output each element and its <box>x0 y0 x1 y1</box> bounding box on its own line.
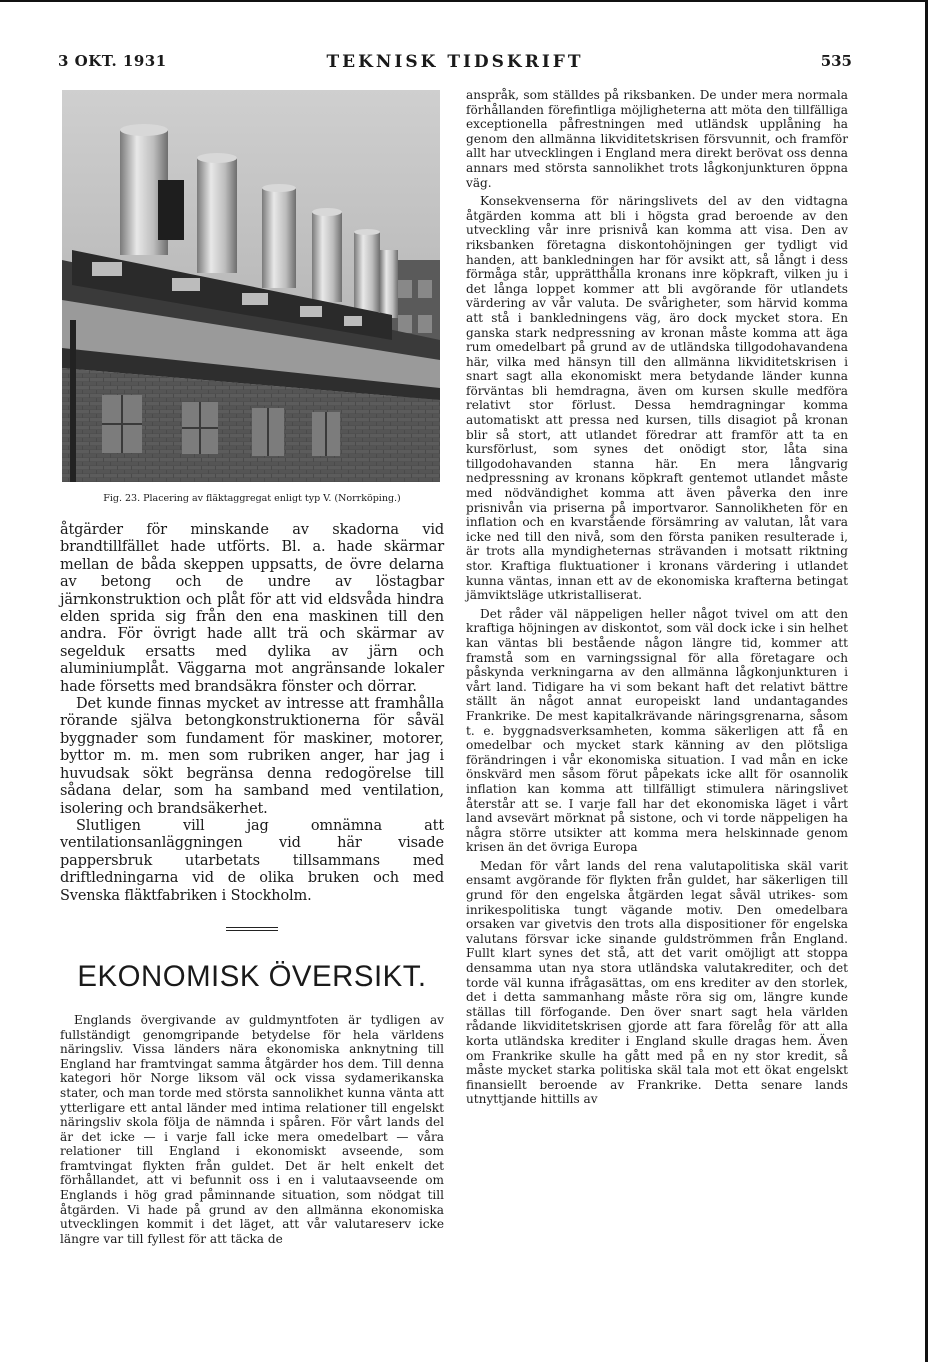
paragraph: Slutligen vill jag omnämna att ventilationsanläggningen vid här visade pappersbruk utarbetats tillsammans med driftledningarna vid de olika bruken och med Svenska fläktfabriken i Stockholm. <box>60 817 444 904</box>
paragraph: Medan för vårt lands del rena valutapolitiska skäl varit ensamt avgörande för flykten från guldet, har säkerligen till grund för den engelska åtgärden legat såväl utrikes- som inrikespolitiska tungt vägande motiv. Den omedelbara orsaken var givetvis den trots alla dispositioner för engelska valutans försvar icke sinande guldströmmen från England. Fullt klart synes det stå, att det varit omöjligt att stoppa densamma utan nya stora utländska valutakrediter, och det torde väl kunna ifrågasättas, om ens krediter av den storlek, det i detta sammanhang måste röra sig om, längre kunde ställas till förfogande. Den över snart sagt hela världen rådande likviditetskrisen gjorde att fara förelåg för att alla korta utländska krediter i England skulle dragas hem. Även om Frankrike skulle ha gått med på en ny stor kredit, så måste mycket starka politiska skäl tala mot ett ökat engelskt finansiellt beroende av Frankrike. Detta senare lands utnyttjande hittills av <box>466 858 848 1107</box>
section-heading: EKONOMISK ÖVERSIKT. <box>77 959 427 993</box>
figure-caption: Fig. 23. Placering av fläktaggregat enligt typ V. (Norrköping.) <box>103 493 401 504</box>
paragraph: anspråk, som ställdes på riksbanken. De under mera normala förhållanden förefintliga möjligheterna att möta den tillfälliga exceptionella påfrestningen med utländsk upplåning ha genom den allmänna likviditetskrisen försvunnit, och framför allt har utvecklingen i England mera direkt berövat oss denna annars med största sannolikhet trots lågkonjunkturen öppna väg. <box>466 88 848 190</box>
left-column <box>60 90 444 1246</box>
journal-title: TEKNISK TIDSKRIFT <box>326 52 584 72</box>
right-column <box>466 88 848 1107</box>
figure-photo-ventilation-units <box>62 90 440 482</box>
paragraph: Englands övergivande av guldmyntfoten är tydligen av fullständigt genomgripande betydelse för hela världens näringsliv. Vissa länders nära ekonomiska anknytning till England har framtvingat samma åtgärder hos dem. Till denna kategori hör Norge liksom väl ock vissa sydamerikanska stater, och man torde med största sannolikhet kunna vänta att ytterligare ett antal länder med intima relationer till engelskt näringsliv skola följa de nämnda i spåren. För vårt lands del är det icke — i varje fall icke mera omedelbart — våra relationer till England i ekonomiskt avseende, som framtvingat flykten från guldet. Det är helt enkelt det förhållandet, att vi befunnit oss i en i valutaavseende om Englands i hög grad påminnande situation, som nödgat till åtgärden. Vi hade på grund av den allmänna ekonomiska utvecklingen kommit i det läget, att vår valutareserv icke längre var till fyllest för att täcka de <box>60 1012 444 1246</box>
issue-date: 3 OKT. 1931 <box>58 52 167 70</box>
page-number: 535 <box>820 52 852 70</box>
economic-overview-text <box>60 1013 444 1247</box>
paragraph: Det råder väl näppeligen heller något tvivel om att den kraftiga höjningen av diskontot, som väl dock icke i sin helhet kan väntas bli bestående någon längre tid, kommer att framstå som en varningssignal för alla företagare och påskynda verkningarna av den allmänna lågkonjunkturen i vårt land. Tidigare ha vi som bekant haft det relativt bättre ställt än något annat europeiskt land undantagandes Frankrike. De mest kapitalkrävande näringsgrenarna, såsom t. e. byggnadsverksamheten, komma säkerligen att få en omedelbar och mycket stark känning av den plötsliga förändringen i vår ekonomiska situation. I vad mån en icke önskvärd men såsom förut påpekats icke allt för osannolik inflation kan komma att tillfälligt stimulera näringslivet återstår att se. I varje fall har det ekonomiska läget i vårt land avsevärt mörknat på sistone, och vi torde näppeligen ha några större utsikter att komma mera helskinnade genom krisen än det övriga Europa <box>466 606 848 855</box>
paragraph: Det kunde finnas mycket av intresse att framhålla rörande själva betongkonstruktionerna för såväl byggnader som fundament för maskiner, motorer, byttor m. m. men som rubriken anger, har jag i huvudsak sökt begränsa denna redogörelse till sådana delar, som ha samband med ventilation, isolering och brandsäkerhet. <box>60 696 444 817</box>
article-end-text <box>60 522 444 905</box>
rooftop-fans-illustration <box>62 90 440 482</box>
page-header <box>58 52 852 76</box>
paragraph: åtgärder för minskande av skadorna vid brandtillfället hade utförts. Bl. a. hade skärmar mellan de båda skeppen uppsatts, de övre delarna av betong och de undre av löstagbar järnkonstruktion och plåt för att vid eldsvåda hindra elden sprida sig från den ena maskinen till den andra. För övrigt hade allt trä och skärmar av segelduk ersatts med dylika av järn och aluminiumplåt. Väggarna mot angränsande lokaler hade försetts med brandsäkra fönster och dörrar. <box>60 522 444 695</box>
paragraph: Konsekvenserna för näringslivets del av den vidtagna åtgärden komma att bli i högsta grad beroende av den utveckling vår inre prisnivå kan komma att visa. Den av riksbanken företagna diskontohöjningen ger tydligt vid handen, att bankledningen har för avsikt att, så långt i dess förmåga står, upprätthålla kronans inre köpkraft, vilken ju i det långa loppet kommer att bli avgörande för utlandets värdering av vår valuta. De svårigheter, som härvid komma att stå i bankledningens väg, äro dock mycket stora. En ganska stark nedpressning av kronan måste komma att äga rum omedelbart på grund av de utländska tillgodohavandena här, vilka med hänsyn till den allmänna likviditetskrisen i snart sagt alla ekonomiskt mera betydande länder kunna förväntas bli hemdragna, även om kursen skulle medföra relativt stor förlust. Dessa hemdragningar komma automatiskt att pressa ned kursen, tills disagiot på kronan blir så stort, att utlandet föredrar att framför att ta en kursförlust, som synes det onödigt stor, låta sina tillgodohavanden stanna här. En mera långvarig nedpressning av kronans köpkraft gentemot utlandet måste med nödvändighet komma att även påverka den inre prisnivån via priserna på importvaror. Sannolikheten för en inflation och en kvarstående försämring av valutan, låt vara icke ned till den nivå, som den första paniken resulterade i, är trots alla myndigheternas strävanden i motsatt riktning stor. Kraftiga fluktuationer i kronans värdering i utlandet kunna väntas, innan ett av de ekonomiska krafterna betingat jämviktsläge utkristalliserat. <box>466 194 848 603</box>
section-divider <box>226 927 278 931</box>
